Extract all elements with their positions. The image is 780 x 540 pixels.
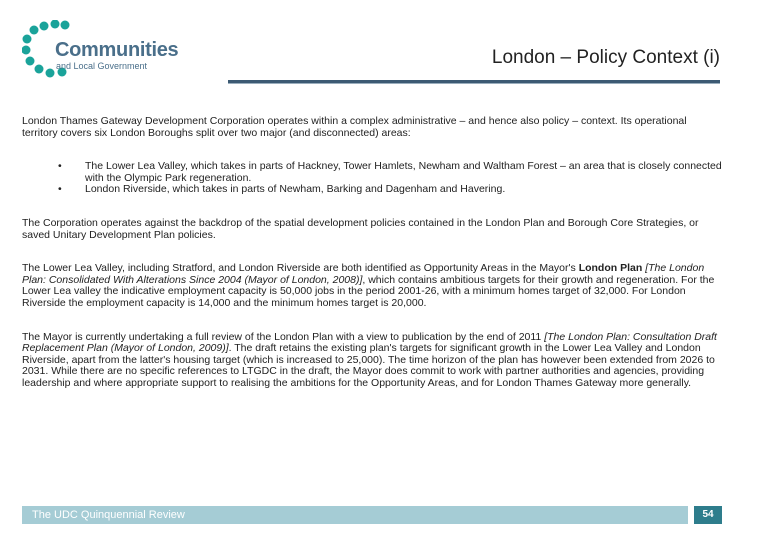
intro-paragraph: London Thames Gateway Development Corporation operates within a complex administrative – and hence also policy – context. Its operational territory covers six London Boroughs split over two major (and disconnected) areas:: [22, 115, 687, 139]
bullet-text: The Lower Lea Valley, which takes in parts of Hackney, Tower Hamlets, Newham and Waltham Forest – an area that is closely connected with the Olympic Park regeneration.: [85, 160, 722, 184]
page-number: 54: [694, 506, 722, 524]
bullet-icon: •: [58, 160, 62, 173]
backdrop-paragraph: The Corporation operates against the backdrop of the spatial development policies contained in the London Plan and Borough Core Strategies, or saved Unitary Development Plan policies.: [22, 216, 699, 241]
logo-subtitle: and Local Government: [56, 61, 148, 71]
page-title: London – Policy Context (i): [491, 47, 720, 68]
text-run: The Mayor is currently undertaking a full review of the London Plan with a view to publication by the end of 2011: [22, 330, 545, 343]
footer-text: The UDC Quinquennial Review: [32, 509, 185, 521]
text-run: The Lower Lea Valley, including Stratford, and London Riverside are both identified as Opportunity Areas in the Mayor's: [22, 262, 579, 275]
title-divider: [228, 80, 720, 84]
communities-logo: [22, 20, 212, 84]
list-item: [22, 161, 722, 184]
citation: [The London Plan: Consultation Draft Replacement Plan (Mayor of London, 2009)]: [22, 330, 717, 355]
citation: [The London Plan: Consolidated With Alterations Since 2004 (Mayor of London, 2008)]: [22, 262, 705, 286]
bullet-icon: •: [58, 183, 62, 196]
text-run: , which contains ambitious targets for their growth and regeneration. For the Lower Lea valley the indicative employment capacity is 50,000 jobs in the period 2001-26, with a minimum homes target of 32,000. For London Riverside the employment capacity is 14,000 and the minimum homes target is 20,000.: [22, 273, 715, 309]
bullet-text: London Riverside, which takes in parts of Newham, Barking and Dagenham and Havering.: [85, 183, 506, 196]
review-paragraph: [22, 332, 722, 390]
london-plan-bold: London Plan: [578, 262, 643, 275]
bullet-list: [22, 161, 722, 196]
opportunity-areas-paragraph: [22, 263, 722, 309]
text-run: . The draft retains the existing plan's targets for significant growth in the Lower Lea Valley and London Riverside, apart from the latter's housing target (which is increased to 25,000). The time horizon of the plan has however been extended from 2026 to 2031. While there are no specific references to LTGDC in the draft, the Mayor does commit to work with partner authorities and agencies, providing leadership and where appropriate support to realising the ambitions for the Opportunity Areas, and for London Thames Gateway more generally.: [22, 342, 715, 389]
footer-bar: [22, 506, 688, 524]
list-item: [22, 184, 722, 196]
slide-body: [22, 116, 722, 412]
logo-name: Communities: [55, 39, 179, 61]
